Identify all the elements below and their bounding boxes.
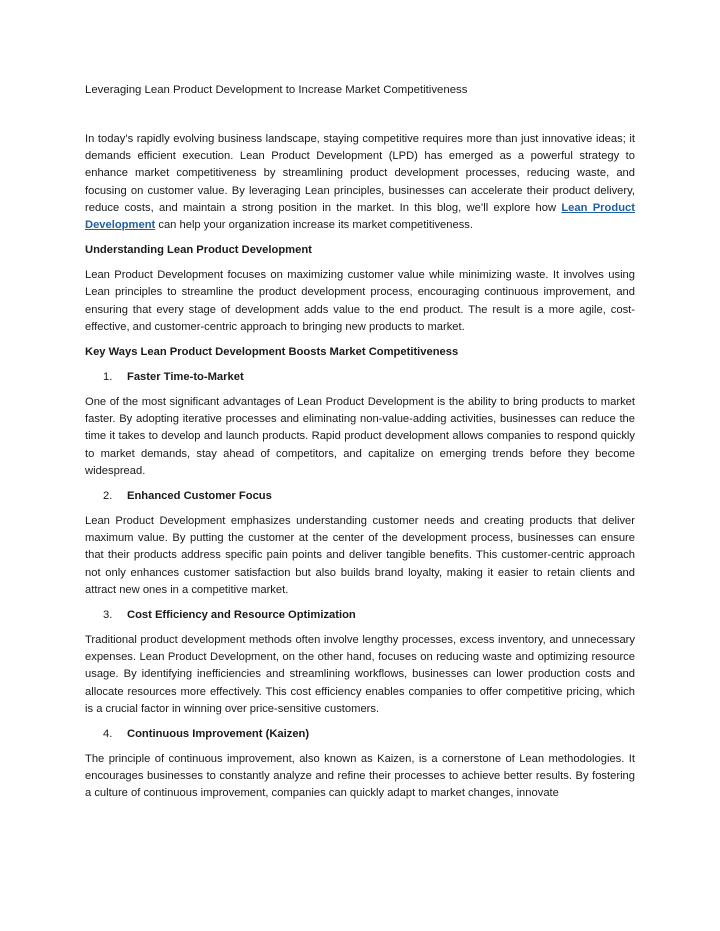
document-title: Leveraging Lean Product Development to Increase Market Competitiveness	[85, 84, 468, 96]
list-number-2: 2.	[103, 490, 113, 503]
list-number-4: 4.	[103, 728, 113, 741]
document-page	[85, 82, 635, 803]
list-title-2: Enhanced Customer Focus	[127, 490, 272, 503]
list-number-3: 3.	[103, 609, 113, 622]
section-heading-understanding: Understanding Lean Product Development	[85, 244, 312, 257]
list-title-3: Cost Efficiency and Resource Optimization	[127, 609, 356, 622]
section-body-understanding: Lean Product Development focuses on maximizing customer value while minimizing waste. It involves using Lean principles to streamline the product development process, encouraging continuous improvement, and ensuring that every stage of development adds value to the end product. The result is a more agile, cost-effective, and customer-centric approach to bringing new products to market.	[85, 269, 635, 333]
lean-product-development-link[interactable]: Lean Product Development	[85, 201, 635, 232]
list-body-2: Lean Product Development emphasizes understanding customer needs and creating products that deliver maximum value. By putting the customer at the center of the development process, businesses can ensure that their products address specific pain points and deliver tangible benefits. This customer-centric approach not only enhances customer satisfaction but also builds brand loyalty, making it easier to retain clients and attract new ones in a competitive market.	[85, 515, 635, 596]
list-number-1: 1.	[103, 371, 113, 384]
intro-paragraph	[85, 131, 635, 234]
list-body-4: The principle of continuous improvement, also known as Kaizen, is a cornerstone of Lean methodologies. It encourages businesses to constantly analyze and refine their processes to achieve better results. By fostering a culture of continuous improvement, companies can quickly adapt to market changes, innovate	[85, 753, 635, 800]
list-item-heading-3	[85, 607, 635, 624]
list-title-4: Continuous Improvement (Kaizen)	[127, 728, 310, 741]
list-title-1: Faster Time-to-Market	[127, 371, 244, 384]
section-heading-key-ways: Key Ways Lean Product Development Boosts Market Competitiveness	[85, 346, 459, 359]
list-item-heading-2	[85, 488, 635, 505]
list-body-1: One of the most significant advantages of Lean Product Development is the ability to bring products to market faster. By adopting iterative processes and eliminating non-value-adding activities, businesses can reduce the time it takes to develop and launch products. Rapid product development allows companies to respond quickly to market demands, stay ahead of competitors, and capitalize on emerging trends before they become widespread.	[85, 396, 635, 477]
intro-text-after-link: can help your organization increase its market competitiveness.	[155, 219, 474, 232]
intro-text-before-link: In today’s rapidly evolving business landscape, staying competitive requires more than just innovative ideas; it demands efficient execution. Lean Product Development (LPD) has emerged as a powerful strategy to enhance market competitiveness by streamlining product development processes, reducing waste, and focusing on customer value. By leveraging Lean principles, businesses can accelerate their product delivery, reduce costs, and maintain a strong position in the market. In this blog, we’ll explore how	[85, 133, 635, 214]
list-item-heading-4	[85, 726, 635, 743]
list-item-heading-1	[85, 369, 635, 386]
list-body-3: Traditional product development methods often involve lengthy processes, excess inventory, and unnecessary expenses. Lean Product Development, on the other hand, focuses on reducing waste and optimizing resource usage. By identifying inefficiencies and streamlining workflows, businesses can lower production costs and allocate resources more effectively. This cost efficiency enables companies to offer competitive pricing, which is a crucial factor in winning over price-sensitive customers.	[85, 634, 635, 715]
